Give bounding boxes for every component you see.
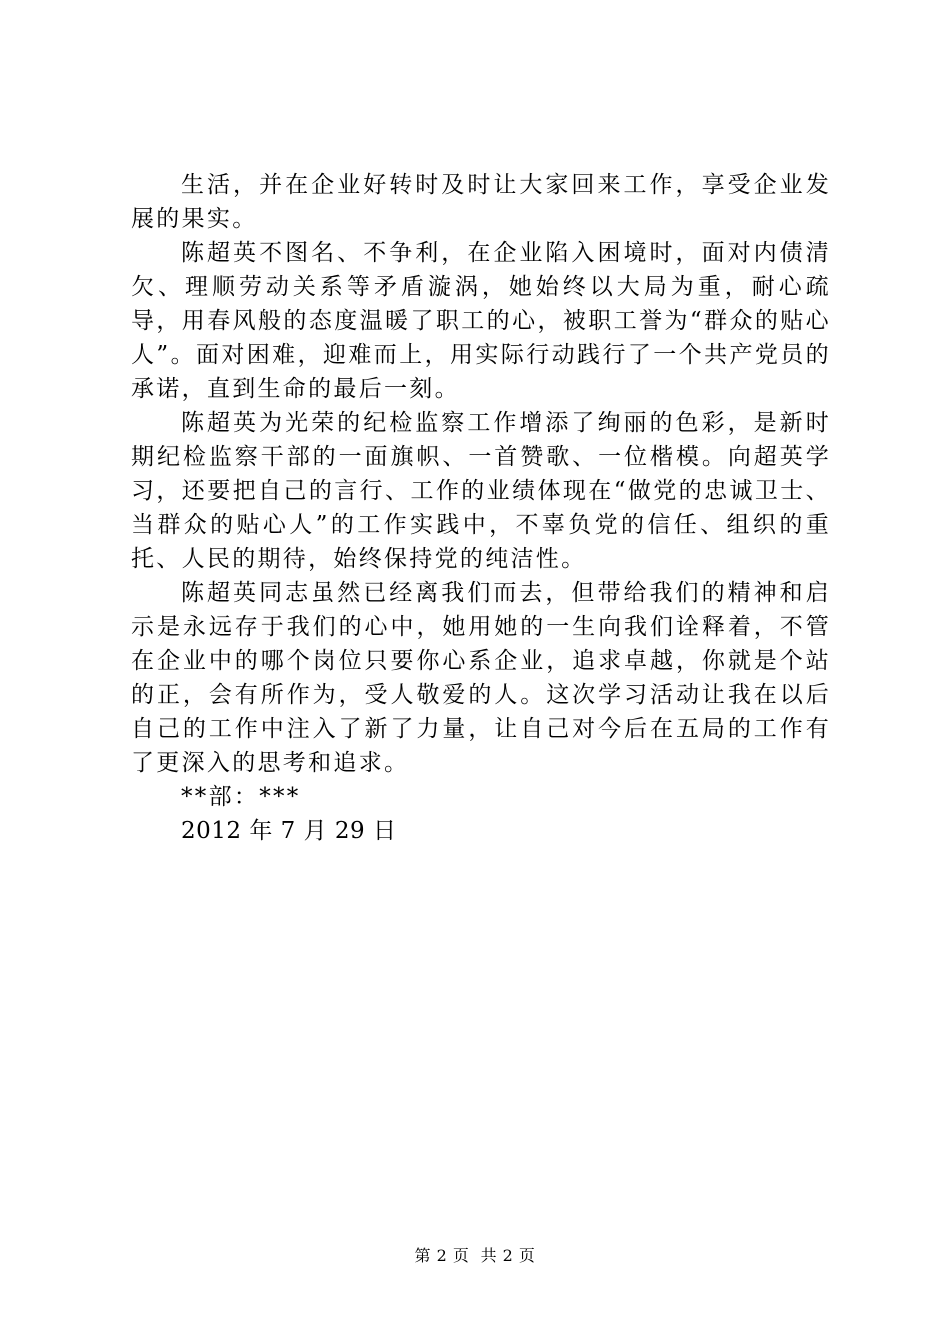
paragraph-4: 陈超英同志虽然已经离我们而去，但带给我们的精神和启示是永远存于我们的心中，她用她的一生向我们诠释着，不管在企业中的哪个岗位只要你心系企业，追求卓越，你就是个站的正，会有所作为，受人敬爱的人。这次学习活动让我在以后自己的工作中注入了新了力量，让自己对今后在五局的工作有了更深入的思考和追求。 (131, 580, 831, 776)
paragraph-1: 生活，并在企业好转时及时让大家回来工作，享受企业发展的果实。 (131, 172, 831, 232)
date-line: 2012 年 7 月 29 日 (181, 818, 397, 844)
document-body (131, 168, 831, 848)
page-indicator: 第 2 页 共 2 页 (414, 1246, 536, 1265)
page-footer (0, 1246, 950, 1266)
paragraph-2: 陈超英不图名、不争利，在企业陷入困境时，面对内债清欠、理顺劳动关系等矛盾漩涡，她始终以大局为重，耐心疏导，用春风般的态度温暖了职工的心，被职工誉为“群众的贴心人”。面对困难，迎难而上，用实际行动践行了一个共产党员的承诺，直到生命的最后一刻。 (131, 240, 831, 402)
signature-line: **部：*** (181, 784, 301, 810)
paragraph-3: 陈超英为光荣的纪检监察工作增添了绚丽的色彩，是新时期纪检监察干部的一面旗帜、一首赞歌、一位楷模。向超英学习，还要把自己的言行、工作的业绩体现在“做党的忠诚卫士、当群众的贴心人”的工作实践中，不辜负党的信任、组织的重托、人民的期待，始终保持党的纯洁性。 (131, 410, 831, 572)
